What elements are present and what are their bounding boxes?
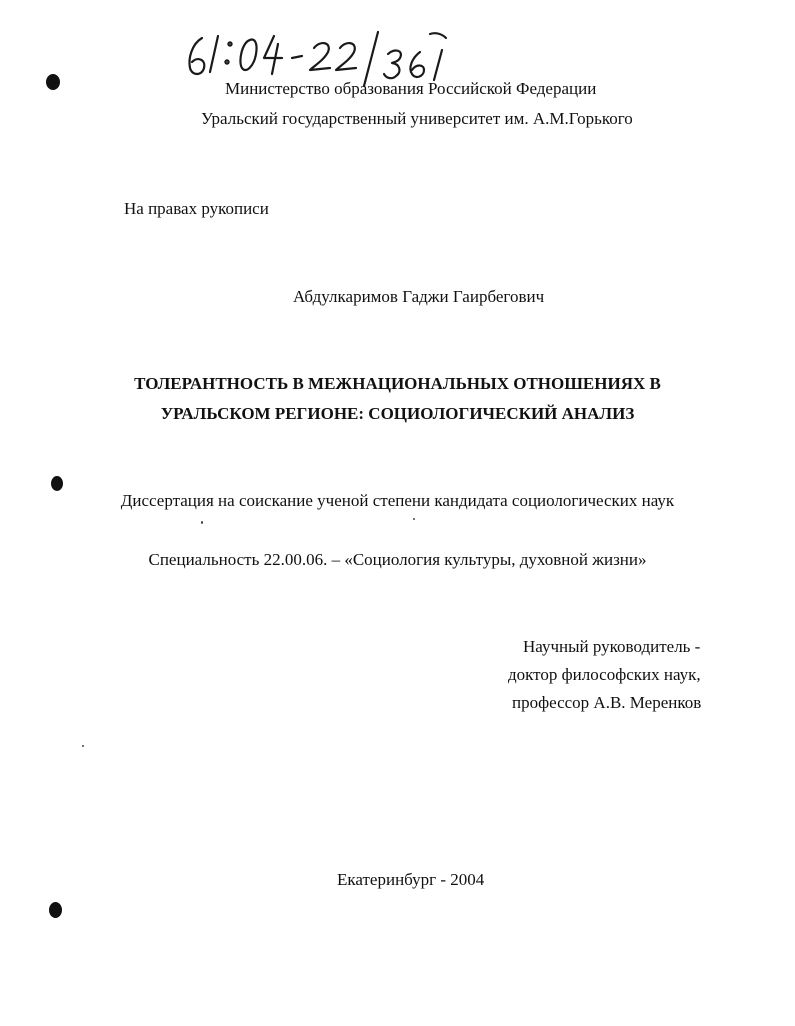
city-year: Екатеринбург - 2004	[337, 870, 485, 889]
rights-note: На правах рукописи	[124, 199, 269, 218]
supervisor-role: Научный руководитель -	[523, 637, 701, 656]
university-name: Уральский государственный университет им. А.М.Горького	[201, 109, 633, 128]
degree-statement: Диссертация на соискание ученой степени кандидата социологических наук	[120, 491, 675, 510]
punch-hole-top	[46, 74, 60, 90]
specialty-statement: Специальность 22.00.06. – «Социология культуры, духовной жизни»	[148, 550, 647, 569]
punch-hole-middle	[51, 476, 63, 491]
author-name: Абдулкаримов Гаджи Гаирбегович	[293, 287, 545, 306]
supervisor-degree: доктор философских наук,	[508, 665, 701, 684]
dissertation-title-line-1: ТОЛЕРАНТНОСТЬ В МЕЖНАЦИОНАЛЬНЫХ ОТНОШЕНИЯХ В	[134, 374, 661, 393]
scan-speck	[82, 745, 84, 747]
dissertation-title-line-2: УРАЛЬСКОМ РЕГИОНЕ: СОЦИОЛОГИЧЕСКИЙ АНАЛИЗ	[160, 404, 635, 423]
scan-speck	[201, 521, 203, 524]
punch-hole-bottom	[49, 902, 62, 918]
ministry-name: Министерство образования Российской Федерации	[225, 79, 597, 98]
supervisor-name: профессор А.В. Меренков	[512, 693, 702, 712]
scan-speck	[413, 518, 415, 520]
